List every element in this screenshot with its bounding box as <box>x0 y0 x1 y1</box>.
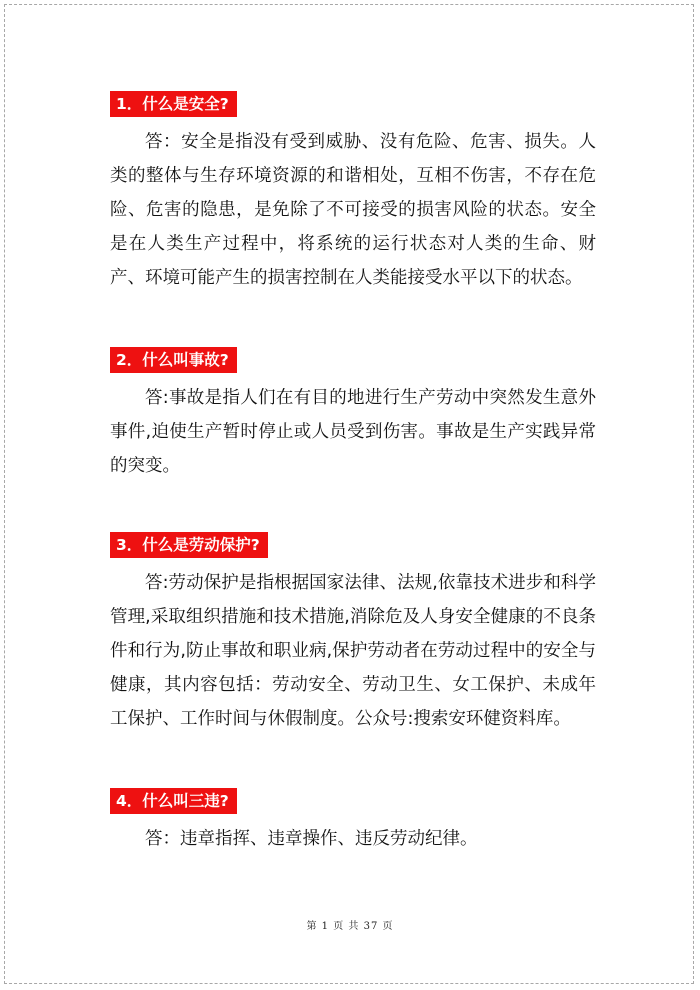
qa-section-4 <box>110 788 596 856</box>
question-heading: 4．什么叫三违? <box>110 788 237 814</box>
qa-section-2 <box>110 347 596 483</box>
answer-text: 答：安全是指没有受到威胁、没有危险、危害、损失。人类的整体与生存环境资源的和谐相处，互相不伤害，不存在危险、危害的隐患，是免除了不可接受的损害风险的状态。安全是在人类生产过程中，将系统的运行状态对人类的生命、财产、环境可能产生的损害控制在人类能接受水平以下的状态。 <box>110 132 596 288</box>
qa-section-1 <box>110 91 596 295</box>
answer-text: 答:劳动保护是指根据国家法律、法规,依靠技术进步和科学管理,采取组织措施和技术措施,消除危及人身安全健康的不良条件和行为,防止事故和职业病,保护劳动者在劳动过程中的安全与健康，其内容包括：劳动安全、劳动卫生、女工保护、未成年工保护、工作时间与休假制度。公众号:搜索安环健资料库。 <box>110 573 596 729</box>
question-heading: 2．什么叫事故? <box>110 347 237 373</box>
answer-text: 答:事故是指人们在有目的地进行生产劳动中突然发生意外事件,迫使生产暂时停止或人员受到伤害。事故是生产实践异常的突变。 <box>110 388 596 476</box>
answer-text: 答：违章指挥、违章操作、违反劳动纪律。 <box>145 829 478 849</box>
page-number-footer: 第 1 页 共 37 页 <box>306 921 394 932</box>
question-heading: 3．什么是劳动保护? <box>110 532 268 558</box>
question-heading: 1．什么是安全? <box>110 91 237 117</box>
qa-section-3 <box>110 532 596 736</box>
